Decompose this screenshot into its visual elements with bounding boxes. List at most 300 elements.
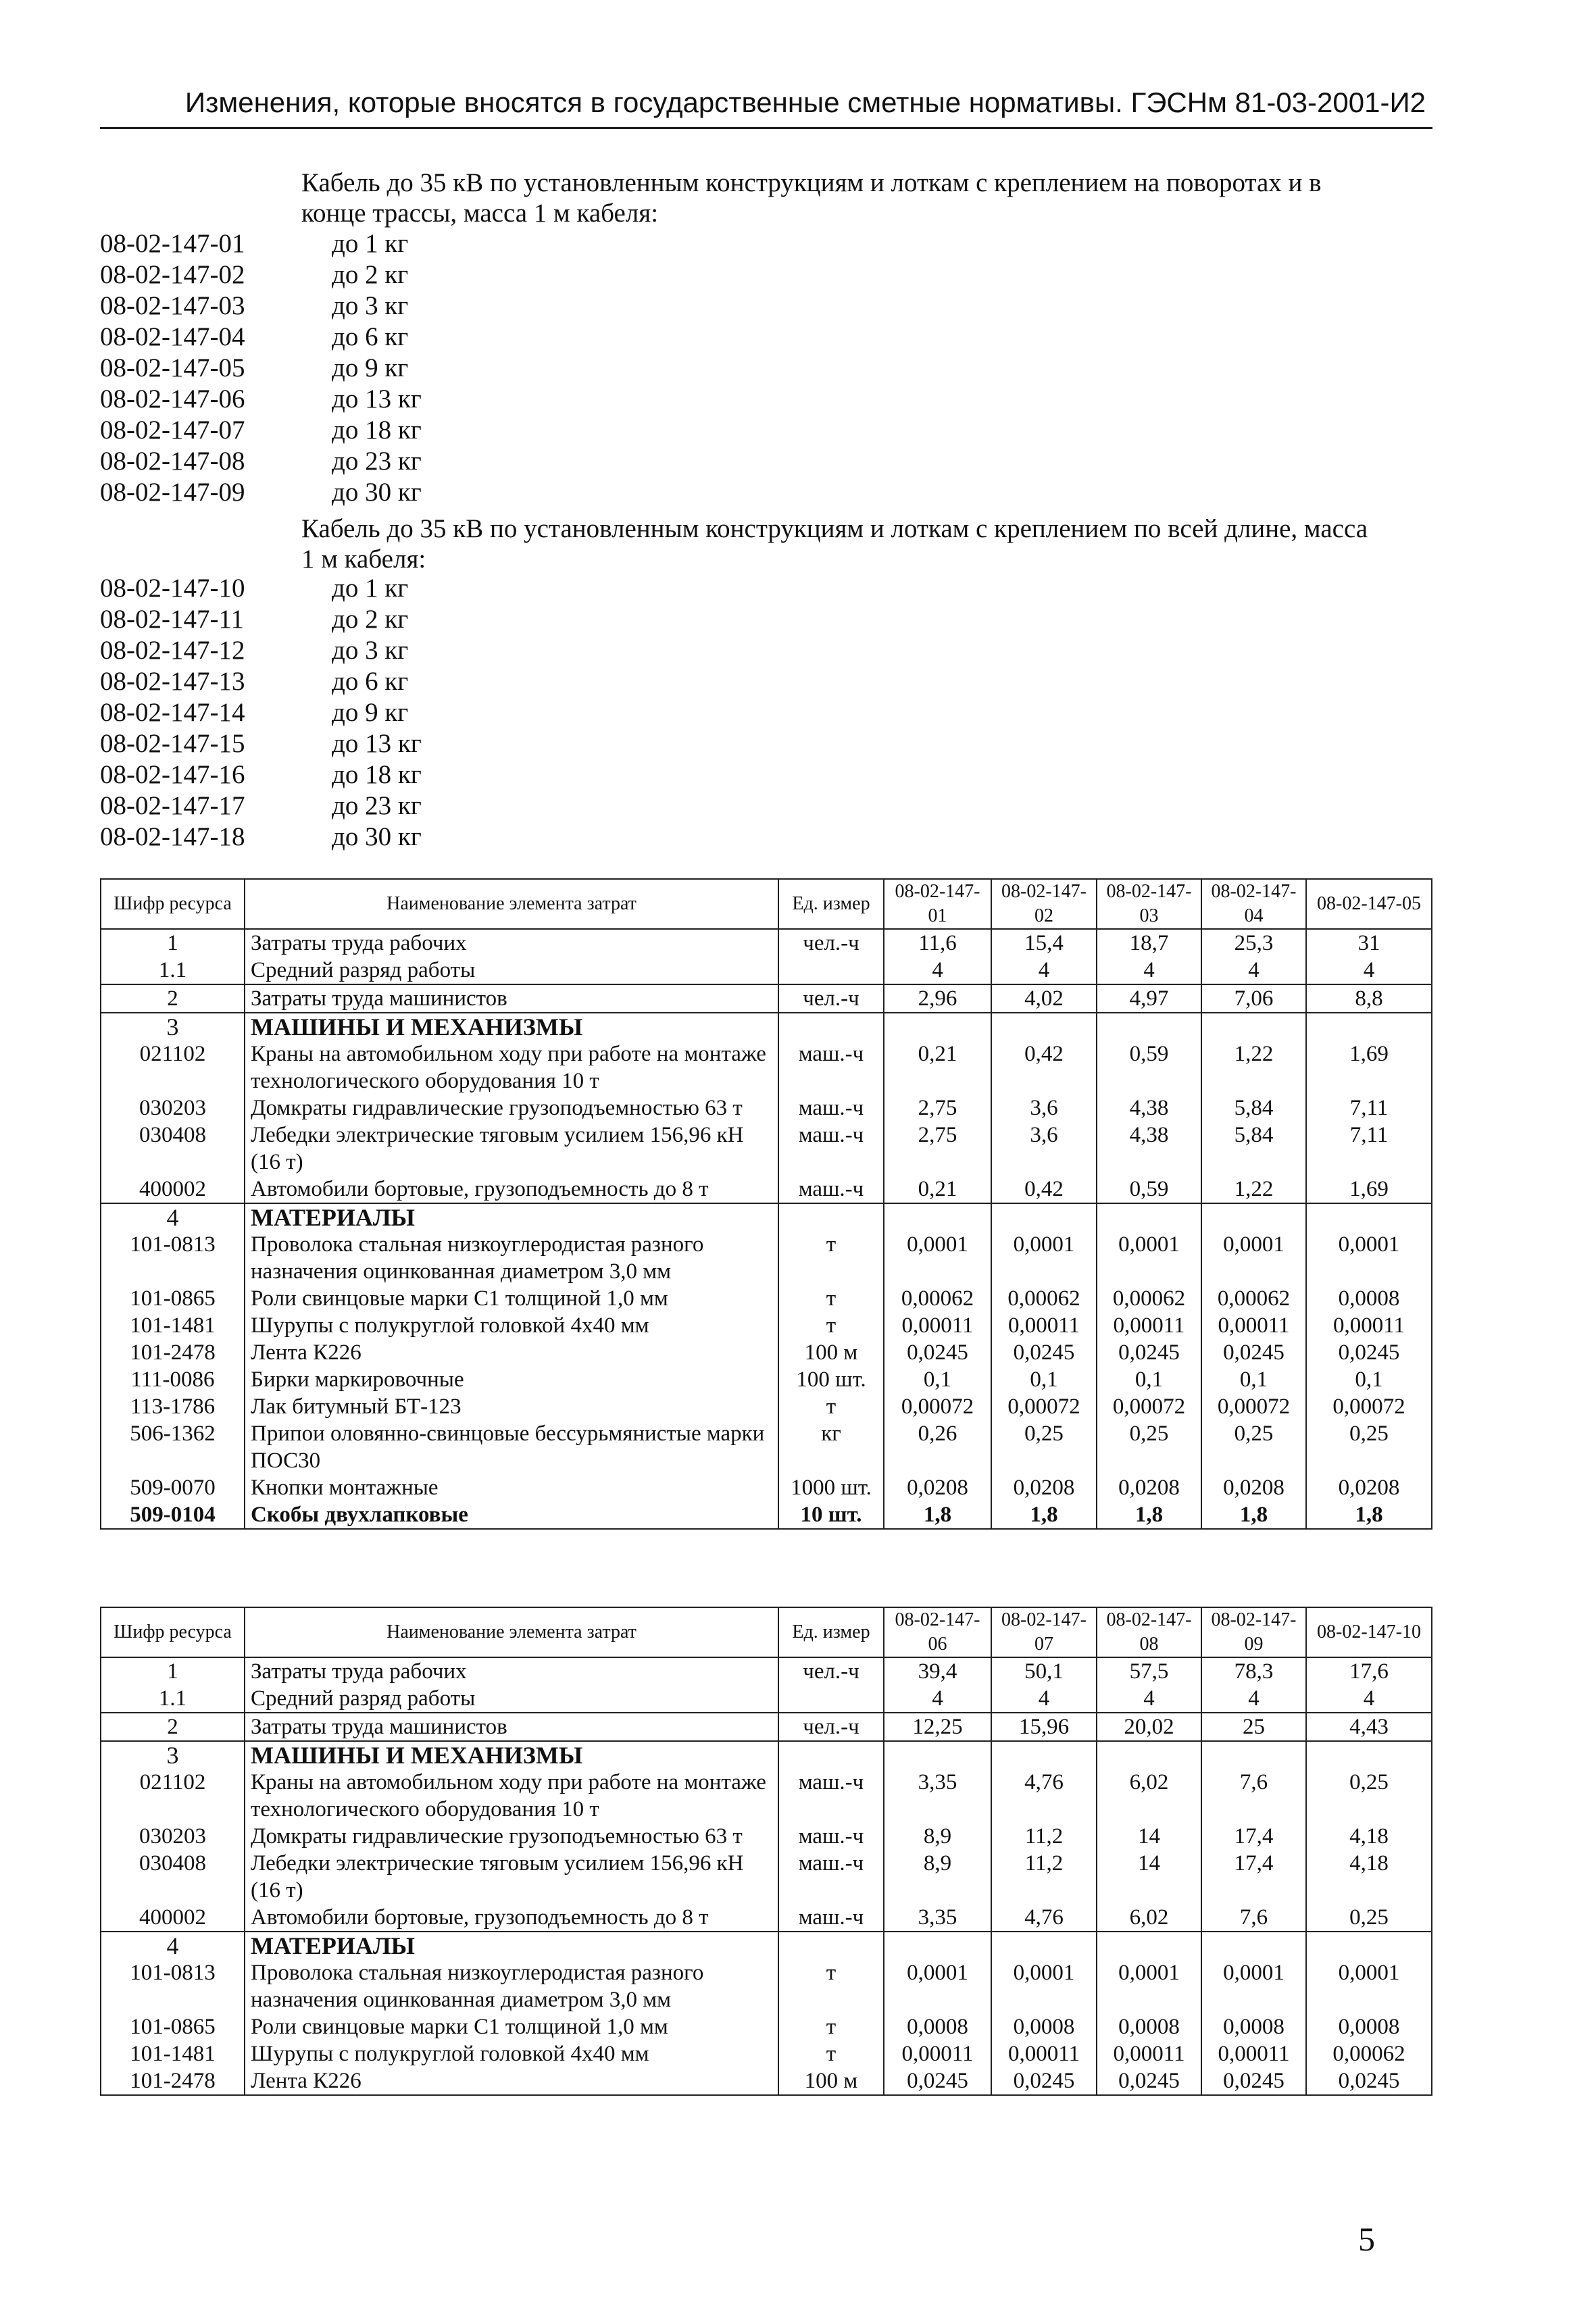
cost-element-name: Автомобили бортовые, грузоподъемность до 8 т (245, 1904, 778, 1932)
norm-value (884, 1013, 991, 1040)
norm-value: 50,1 (991, 1657, 1097, 1685)
norm-code: 08-02-147-18 (100, 822, 245, 851)
header-norm-column: 08-02-147-10 (1306, 1607, 1432, 1657)
cost-element-name: Лента К226 (245, 2067, 778, 2095)
norm-value: 17,4 (1201, 1850, 1306, 1904)
resource-code: 1.1 (101, 957, 245, 984)
cable-mass: до 18 кг (332, 416, 422, 445)
norm-value: 0,00011 (1201, 2040, 1306, 2067)
resource-code: 101-1481 (101, 1312, 245, 1339)
resource-code: 509-0070 (101, 1474, 245, 1501)
unit-of-measure: 100 м (778, 2067, 884, 2095)
resource-code: 021102 (101, 1040, 245, 1095)
norm-code: 08-02-147-04 (100, 322, 245, 351)
table-row (101, 1769, 1432, 1823)
norm-value: 0,0208 (1306, 1474, 1432, 1501)
table-row (101, 1285, 1432, 1312)
norm-value: 7,11 (1306, 1095, 1432, 1122)
norm-value (991, 1013, 1097, 1040)
norm-value: 1,69 (1306, 1176, 1432, 1203)
table-row (101, 1420, 1432, 1474)
norm-value: 8,9 (884, 1823, 991, 1850)
table-row (101, 1122, 1432, 1176)
norm-value: 0,0245 (1097, 2067, 1201, 2095)
norm-value: 1,69 (1306, 1040, 1432, 1095)
norm-value: 0,00072 (1201, 1393, 1306, 1420)
norm-value: 0,0001 (1306, 1959, 1432, 2013)
unit-of-measure: маш.-ч (778, 1095, 884, 1122)
resource-code: 509-0104 (101, 1501, 245, 1529)
cable-mass: до 23 кг (332, 791, 422, 820)
norm-value: 0,00011 (884, 2040, 991, 2067)
header-norm-column: 08-02-147-04 (1201, 879, 1306, 929)
norm-value: 39,4 (884, 1657, 991, 1685)
unit-of-measure: 10 шт. (778, 1501, 884, 1529)
norm-value: 11,6 (884, 929, 991, 957)
table-row (101, 957, 1432, 984)
norm-code: 08-02-147-09 (100, 478, 245, 507)
norm-value: 7,11 (1306, 1122, 1432, 1176)
page-header-title: Изменения, которые вносятся в государственные сметные нормативы. ГЭСНм 81-03-2001-И2 (184, 86, 1426, 118)
cost-element-name: Затраты труда рабочих (245, 1657, 778, 1685)
cost-element-name: Средний разряд работы (245, 957, 778, 984)
norm-value: 1,8 (1097, 1501, 1201, 1529)
unit-of-measure: чел.-ч (778, 1657, 884, 1685)
unit-of-measure: чел.-ч (778, 929, 884, 957)
resource-table-1 (100, 878, 1432, 1530)
cost-element-name: Краны на автомобильном ходу при работе на монтаже технологического оборудования 10 т (245, 1769, 778, 1823)
norm-value: 7,6 (1201, 1904, 1306, 1932)
cable-mass: до 1 кг (332, 574, 409, 603)
norm-value: 3,35 (884, 1769, 991, 1823)
norm-value (991, 1741, 1097, 1769)
resource-table-2 (100, 1607, 1432, 2096)
resource-code: 3 (101, 1013, 245, 1040)
norm-value: 11,2 (991, 1823, 1097, 1850)
norm-value: 0,21 (884, 1176, 991, 1203)
norm-value: 4 (991, 957, 1097, 984)
norm-code: 08-02-147-15 (100, 729, 245, 758)
unit-of-measure (778, 957, 884, 984)
unit-of-measure (778, 1741, 884, 1769)
norm-code: 08-02-147-07 (100, 416, 245, 445)
unit-of-measure: 100 м (778, 1339, 884, 1366)
table-row (101, 1013, 1432, 1040)
table-row (101, 1904, 1432, 1932)
resource-code: 4 (101, 1203, 245, 1231)
resource-code: 2 (101, 984, 245, 1013)
norm-code: 08-02-147-01 (100, 229, 245, 258)
norm-value (884, 1203, 991, 1231)
norm-value: 7,6 (1201, 1769, 1306, 1823)
norm-value: 15,4 (991, 929, 1097, 957)
cost-element-name: Проволока стальная низкоуглеродистая разного назначения оцинкованная диаметром 3,0 мм (245, 1231, 778, 1285)
norm-value: 1,22 (1201, 1176, 1306, 1203)
cost-element-name: Шурупы с полукруглой головкой 4х40 мм (245, 1312, 778, 1339)
header-norm-column: 08-02-147-07 (991, 1607, 1097, 1657)
norm-value: 4,43 (1306, 1713, 1432, 1741)
norm-value: 15,96 (991, 1713, 1097, 1741)
unit-of-measure: т (778, 1959, 884, 2013)
norm-value: 0,0001 (991, 1231, 1097, 1285)
unit-of-measure: т (778, 1285, 884, 1312)
cost-element-name: Автомобили бортовые, грузоподъемность до 8 т (245, 1176, 778, 1203)
cost-element-name: Роли свинцовые марки С1 толщиной 1,0 мм (245, 1285, 778, 1312)
cable-mass: до 6 кг (332, 667, 409, 696)
unit-of-measure (778, 1685, 884, 1713)
norm-value: 5,84 (1201, 1095, 1306, 1122)
cable-mass: до 9 кг (332, 698, 409, 727)
resource-code: 400002 (101, 1176, 245, 1203)
norm-value: 14 (1097, 1850, 1201, 1904)
norm-value: 0,0245 (1201, 1339, 1306, 1366)
norm-value: 0,0245 (991, 1339, 1097, 1366)
norm-value: 0,0008 (1201, 2013, 1306, 2040)
header-norm-column: 08-02-147-06 (884, 1607, 991, 1657)
header-norm-column: 08-02-147-09 (1201, 1607, 1306, 1657)
norm-value: 0,1 (1097, 1366, 1201, 1393)
resource-code: 030408 (101, 1122, 245, 1176)
unit-of-measure: маш.-ч (778, 1823, 884, 1850)
resource-code: 1.1 (101, 1685, 245, 1713)
norm-value: 6,02 (1097, 1769, 1201, 1823)
norm-value: 0,0245 (884, 2067, 991, 2095)
norm-value: 0,59 (1097, 1176, 1201, 1203)
cost-element-name: Домкраты гидравлические грузоподъемностью 63 т (245, 1095, 778, 1122)
norm-value: 4,02 (991, 984, 1097, 1013)
cable-mass: до 6 кг (332, 322, 409, 351)
norm-code: 08-02-147-05 (100, 353, 245, 382)
norm-value: 3,35 (884, 1904, 991, 1932)
norm-value: 78,3 (1201, 1657, 1306, 1685)
norm-value: 0,0208 (1201, 1474, 1306, 1501)
unit-of-measure: т (778, 2040, 884, 2067)
cable-mass: до 23 кг (332, 447, 422, 476)
unit-of-measure: маш.-ч (778, 1122, 884, 1176)
norm-value: 4 (884, 957, 991, 984)
norm-value: 0,59 (1097, 1040, 1201, 1095)
norm-value: 1,8 (1201, 1501, 1306, 1529)
cable-mass: до 13 кг (332, 384, 422, 413)
norm-value: 0,0245 (1306, 2067, 1432, 2095)
table-row (101, 1657, 1432, 1685)
norm-value: 0,0001 (1201, 1959, 1306, 2013)
table-row (101, 1959, 1432, 2013)
header-cost-element: Наименование элемента затрат (245, 1607, 778, 1657)
table-row (101, 1393, 1432, 1420)
norm-value: 4 (1097, 1685, 1201, 1713)
norm-value: 0,25 (1097, 1420, 1201, 1474)
norm-value (991, 1203, 1097, 1231)
norm-value: 0,00011 (991, 2040, 1097, 2067)
norm-value: 18,7 (1097, 929, 1201, 957)
table-row (101, 1932, 1432, 1959)
norm-value: 0,25 (991, 1420, 1097, 1474)
norm-value: 5,84 (1201, 1122, 1306, 1176)
norm-value (1201, 1203, 1306, 1231)
unit-of-measure: т (778, 1312, 884, 1339)
norm-value: 0,0001 (1097, 1231, 1201, 1285)
norm-value: 0,0245 (1201, 2067, 1306, 2095)
unit-of-measure: маш.-ч (778, 1040, 884, 1095)
norm-value: 7,06 (1201, 984, 1306, 1013)
cost-element-name: Домкраты гидравлические грузоподъемностью 63 т (245, 1823, 778, 1850)
header-norm-column: 08-02-147-01 (884, 879, 991, 929)
norm-value: 0,0245 (1097, 1339, 1201, 1366)
unit-of-measure: т (778, 1393, 884, 1420)
header-norm-column: 08-02-147-02 (991, 879, 1097, 929)
header-norm-column: 08-02-147-03 (1097, 879, 1201, 929)
norm-value: 4 (1306, 957, 1432, 984)
norm-value: 0,0208 (884, 1474, 991, 1501)
resource-code: 101-1481 (101, 2040, 245, 2067)
norm-value: 0,26 (884, 1420, 991, 1474)
resource-code: 1 (101, 1657, 245, 1685)
norm-value: 4,97 (1097, 984, 1201, 1013)
norm-value: 0,00062 (1306, 2040, 1432, 2067)
norm-value: 0,00072 (1306, 1393, 1432, 1420)
header-unit: Ед. измер (778, 879, 884, 929)
norm-value: 0,00011 (1097, 2040, 1201, 2067)
norm-value: 31 (1306, 929, 1432, 957)
norm-value (884, 1932, 991, 1959)
norm-code: 08-02-147-13 (100, 667, 245, 696)
norm-value: 4 (1097, 957, 1201, 984)
unit-of-measure: чел.-ч (778, 1713, 884, 1741)
norm-value: 0,00011 (884, 1312, 991, 1339)
norm-value: 3,6 (991, 1095, 1097, 1122)
unit-of-measure (778, 1203, 884, 1231)
norm-code: 08-02-147-11 (100, 605, 245, 634)
norm-value (1201, 1741, 1306, 1769)
norm-value: 12,25 (884, 1713, 991, 1741)
unit-of-measure: кг (778, 1420, 884, 1474)
norm-value: 4 (1201, 1685, 1306, 1713)
resource-code: 506-1362 (101, 1420, 245, 1474)
table-row (101, 2040, 1432, 2067)
norm-value: 2,75 (884, 1095, 991, 1122)
resource-code: 021102 (101, 1769, 245, 1823)
table-row (101, 1176, 1432, 1203)
norm-code: 08-02-147-17 (100, 791, 245, 820)
resource-code: 030408 (101, 1850, 245, 1904)
norm-value: 4,76 (991, 1769, 1097, 1823)
cost-element-name: Припои оловянно-свинцовые бессурьмянистые марки ПОС30 (245, 1420, 778, 1474)
unit-of-measure: т (778, 1231, 884, 1285)
section-1-intro: Кабель до 35 кВ по установленным конструкциям и лоткам с креплением на поворотах и в конце трассы, масса 1 м кабеля: (301, 168, 1322, 228)
norm-value: 4,18 (1306, 1850, 1432, 1904)
cost-element-name: Шурупы с полукруглой головкой 4х40 мм (245, 2040, 778, 2067)
norm-value: 0,0245 (1306, 1339, 1432, 1366)
cost-element-name: Бирки маркировочные (245, 1366, 778, 1393)
resource-code: 111-0086 (101, 1366, 245, 1393)
norm-value: 1,8 (1306, 1501, 1432, 1529)
norm-value (991, 1932, 1097, 1959)
norm-value (1097, 1932, 1201, 1959)
table-row (101, 1685, 1432, 1713)
header-norm-column: 08-02-147-05 (1306, 879, 1432, 929)
unit-of-measure: 100 шт. (778, 1366, 884, 1393)
norm-value: 0,0208 (1097, 1474, 1201, 1501)
resource-code: 400002 (101, 1904, 245, 1932)
norm-value: 57,5 (1097, 1657, 1201, 1685)
norm-value: 0,25 (1201, 1420, 1306, 1474)
norm-value: 0,00011 (991, 1312, 1097, 1339)
header-norm-column: 08-02-147-08 (1097, 1607, 1201, 1657)
table-header-row (101, 879, 1432, 929)
cable-mass: до 30 кг (332, 822, 422, 851)
norm-code: 08-02-147-12 (100, 636, 245, 665)
cost-element-name: Роли свинцовые марки С1 толщиной 1,0 мм (245, 2013, 778, 2040)
page-number: 5 (1358, 2220, 1375, 2258)
norm-value: 0,1 (991, 1366, 1097, 1393)
norm-value: 0,0008 (1306, 2013, 1432, 2040)
norm-value: 3,6 (991, 1122, 1097, 1176)
table-row (101, 1095, 1432, 1122)
norm-value: 8,8 (1306, 984, 1432, 1013)
header-cost-element: Наименование элемента затрат (245, 879, 778, 929)
norm-value: 2,96 (884, 984, 991, 1013)
norm-value: 0,42 (991, 1176, 1097, 1203)
cost-element-name: Лента К226 (245, 1339, 778, 1366)
norm-value: 4,38 (1097, 1122, 1201, 1176)
norm-value: 0,00011 (1306, 1312, 1432, 1339)
norm-value (1201, 1932, 1306, 1959)
norm-value: 1,22 (1201, 1040, 1306, 1095)
cost-element-name: МАТЕРИАЛЫ (245, 1203, 778, 1231)
norm-value: 0,0008 (1306, 1285, 1432, 1312)
table-row (101, 1231, 1432, 1285)
cost-element-name: МАШИНЫ И МЕХАНИЗМЫ (245, 1013, 778, 1040)
norm-value (1201, 1013, 1306, 1040)
norm-value: 4 (991, 1685, 1097, 1713)
norm-value (1306, 1013, 1432, 1040)
norm-value: 0,0001 (884, 1959, 991, 2013)
table-row (101, 929, 1432, 957)
cable-mass: до 2 кг (332, 260, 409, 289)
table-row (101, 1040, 1432, 1095)
norm-value (1097, 1741, 1201, 1769)
norm-value: 0,21 (884, 1040, 991, 1095)
norm-value: 4 (1201, 957, 1306, 984)
table-row (101, 1312, 1432, 1339)
resource-code: 101-0865 (101, 1285, 245, 1312)
cable-mass: до 13 кг (332, 729, 422, 758)
norm-code: 08-02-147-16 (100, 760, 245, 789)
table-row (101, 2067, 1432, 2095)
norm-value: 0,1 (1306, 1366, 1432, 1393)
table-row (101, 1850, 1432, 1904)
norm-value: 1,8 (991, 1501, 1097, 1529)
norm-value: 0,0245 (991, 2067, 1097, 2095)
cable-mass: до 18 кг (332, 760, 422, 789)
norm-value: 0,00011 (1201, 1312, 1306, 1339)
cost-element-name: Кнопки монтажные (245, 1474, 778, 1501)
unit-of-measure: маш.-ч (778, 1769, 884, 1823)
cost-element-name: МАШИНЫ И МЕХАНИЗМЫ (245, 1741, 778, 1769)
norm-value: 0,0001 (1306, 1231, 1432, 1285)
table-row (101, 1366, 1432, 1393)
norm-value: 14 (1097, 1823, 1201, 1850)
norm-value: 0,0001 (1201, 1231, 1306, 1285)
header-resource-code: Шифр ресурса (101, 1607, 245, 1657)
resource-code: 030203 (101, 1823, 245, 1850)
header-rule (100, 127, 1432, 129)
norm-value: 0,0001 (991, 1959, 1097, 2013)
norm-value: 0,0208 (991, 1474, 1097, 1501)
unit-of-measure: т (778, 2013, 884, 2040)
norm-value: 25 (1201, 1713, 1306, 1741)
unit-of-measure: маш.-ч (778, 1904, 884, 1932)
norm-code: 08-02-147-10 (100, 574, 245, 603)
norm-code: 08-02-147-08 (100, 447, 245, 476)
norm-value: 4,38 (1097, 1095, 1201, 1122)
cost-element-name: Краны на автомобильном ходу при работе на монтаже технологического оборудования 10 т (245, 1040, 778, 1095)
norm-value (1306, 1203, 1432, 1231)
norm-value: 0,42 (991, 1040, 1097, 1095)
norm-value: 0,1 (1201, 1366, 1306, 1393)
cost-element-name: Лебедки электрические тяговым усилием 156,96 кН (16 т) (245, 1122, 778, 1176)
resource-code: 101-0865 (101, 2013, 245, 2040)
norm-value: 0,00072 (1097, 1393, 1201, 1420)
norm-value (1097, 1203, 1201, 1231)
unit-of-measure: чел.-ч (778, 984, 884, 1013)
norm-value: 0,0001 (884, 1231, 991, 1285)
resource-code: 2 (101, 1713, 245, 1741)
resource-code: 4 (101, 1932, 245, 1959)
norm-value: 0,25 (1306, 1904, 1432, 1932)
resource-code: 113-1786 (101, 1393, 245, 1420)
norm-value: 1,8 (884, 1501, 991, 1529)
norm-value: 0,0001 (1097, 1959, 1201, 2013)
unit-of-measure: маш.-ч (778, 1850, 884, 1904)
norm-code: 08-02-147-14 (100, 698, 245, 727)
table-row (101, 1203, 1432, 1231)
resource-code: 1 (101, 929, 245, 957)
norm-value: 0,00062 (884, 1285, 991, 1312)
norm-value: 6,02 (1097, 1904, 1201, 1932)
norm-value: 2,75 (884, 1122, 991, 1176)
table-row (101, 1741, 1432, 1769)
resource-code: 101-2478 (101, 1339, 245, 1366)
cable-mass: до 3 кг (332, 291, 409, 320)
table-row (101, 1823, 1432, 1850)
resource-code: 3 (101, 1741, 245, 1769)
cost-element-name: МАТЕРИАЛЫ (245, 1932, 778, 1959)
norm-value: 4,76 (991, 1904, 1097, 1932)
table-row (101, 1501, 1432, 1529)
norm-value: 0,00072 (884, 1393, 991, 1420)
norm-value: 0,25 (1306, 1420, 1432, 1474)
norm-code: 08-02-147-02 (100, 260, 245, 289)
cost-element-name: Проволока стальная низкоуглеродистая разного назначения оцинкованная диаметром 3,0 мм (245, 1959, 778, 2013)
norm-value: 0,00062 (1201, 1285, 1306, 1312)
resource-code: 030203 (101, 1095, 245, 1122)
norm-value (1306, 1932, 1432, 1959)
cable-mass: до 3 кг (332, 636, 409, 665)
norm-value: 17,4 (1201, 1823, 1306, 1850)
norm-value: 20,02 (1097, 1713, 1201, 1741)
header-resource-code: Шифр ресурса (101, 879, 245, 929)
norm-value: 0,1 (884, 1366, 991, 1393)
norm-value: 11,2 (991, 1850, 1097, 1904)
cable-mass: до 9 кг (332, 353, 409, 382)
norm-value: 0,00011 (1097, 1312, 1201, 1339)
cable-mass: до 30 кг (332, 478, 422, 507)
cable-mass: до 1 кг (332, 229, 409, 258)
table-row (101, 1339, 1432, 1366)
norm-value (884, 1741, 991, 1769)
